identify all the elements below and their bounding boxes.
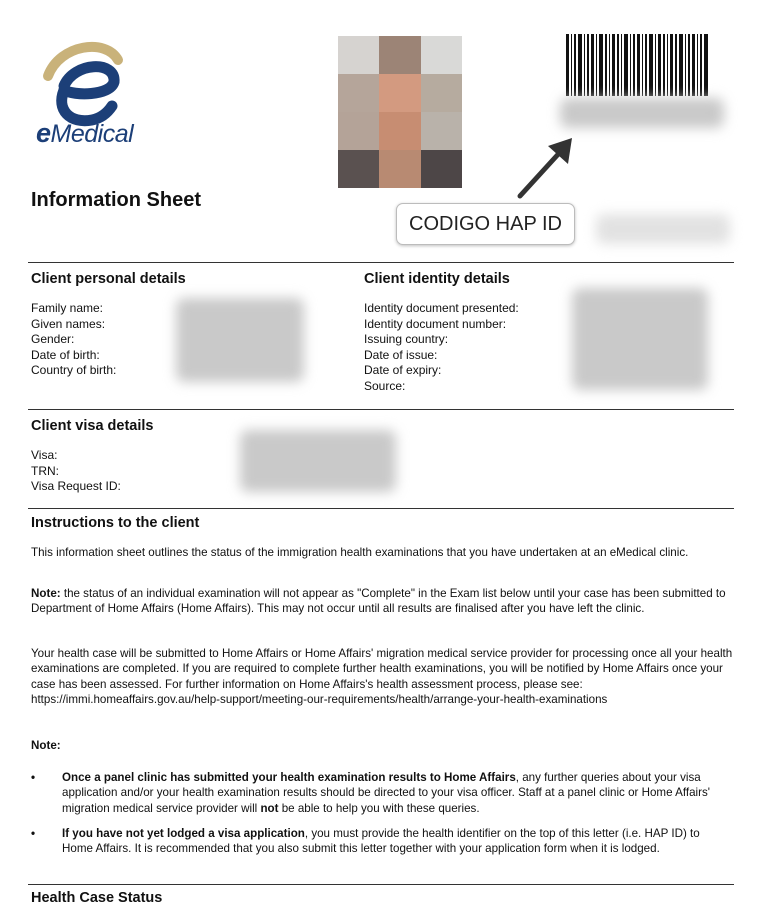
redacted-header-value (596, 214, 730, 244)
health-case-heading: Health Case Status (31, 890, 163, 906)
page-title: Information Sheet (31, 189, 202, 211)
bullet-text: Once a panel clinic has submitted your health examination results to Home Affairs, any further queries about your visa application and/or your health examination results should be directed to your visa officer. Staff at a panel clinic or Home Affairs' migration medical service provider will not be able to help you with these queries. (62, 771, 710, 815)
divider (28, 508, 734, 509)
arrow-up-right-icon (512, 132, 584, 204)
submission-paragraph: Your health case will be submitted to Home Affairs or Home Affairs' migration medical service provider for processing once all your health examinations are completed. If you are required to complete further health examinations, you will be notified by Home Affairs once your case has been assessed. For further information on Home Affairs's health assessment process, please see: https://immi.homeaffairs.gov.au/help-support/meeting-our-requirements/health/arrange-your-health-examinations (31, 647, 733, 707)
divider (28, 409, 734, 410)
divider (28, 884, 734, 885)
instructions-paragraph: This information sheet outlines the status of the immigration health examinations that you have undertaken at an eMedical clinic. (31, 546, 689, 559)
redacted-personal-values (176, 298, 304, 382)
client-photo-pixelated (338, 36, 462, 188)
note-bullet (31, 826, 737, 874)
field-label: Gender: (31, 332, 75, 347)
field-label: Visa: (31, 448, 58, 462)
field-label: TRN: (31, 463, 59, 478)
instructions-heading: Instructions to the client (31, 515, 200, 531)
redacted-hap-id (560, 98, 724, 128)
field-label: Given names: (31, 316, 106, 331)
client-identity-heading: Client identity details (364, 271, 510, 287)
hap-id-callout: CODIGO HAP ID (396, 203, 575, 245)
emedical-wordmark: eMedical (36, 118, 134, 148)
client-visa-fields (31, 448, 121, 495)
bullet-symbol: • (31, 827, 36, 840)
client-identity-fields (364, 301, 519, 395)
bullet-symbol: • (31, 771, 36, 784)
bullet-text: If you have not yet lodged a visa application, you must provide the health identifier on the top of this letter (i.e. HAP ID) to Home Affairs. It is recommended that you also submit this letter together with your application form when it is lodged. (62, 827, 700, 856)
field-label: Source: (364, 378, 406, 393)
client-personal-fields (31, 301, 116, 379)
field-label: Date of birth: (31, 347, 100, 362)
divider (28, 262, 734, 263)
field-label: Date of issue: (364, 347, 438, 362)
redacted-identity-values (572, 288, 708, 390)
field-label: Country of birth: (31, 363, 117, 378)
field-label: Date of expiry: (364, 363, 442, 378)
client-visa-heading: Client visa details (31, 418, 154, 434)
note-bullet (31, 770, 737, 818)
field-label: Family name: (31, 301, 104, 315)
field-label: Issuing country: (364, 332, 449, 347)
note-paragraph: Note: the status of an individual examination will not appear as "Complete" in the Exam list below until your case has been submitted to Department of Home Affairs (Home Affairs). This may not occur until all results are finalised after you have left the clinic. (31, 587, 726, 616)
barcode (566, 34, 710, 96)
field-label: Identity document number: (364, 316, 507, 331)
redacted-visa-values (240, 430, 396, 492)
client-personal-heading: Client personal details (31, 271, 186, 287)
note-label: Note: (31, 739, 61, 752)
field-label: Identity document presented: (364, 301, 519, 315)
field-label: Visa Request ID: (31, 479, 121, 494)
